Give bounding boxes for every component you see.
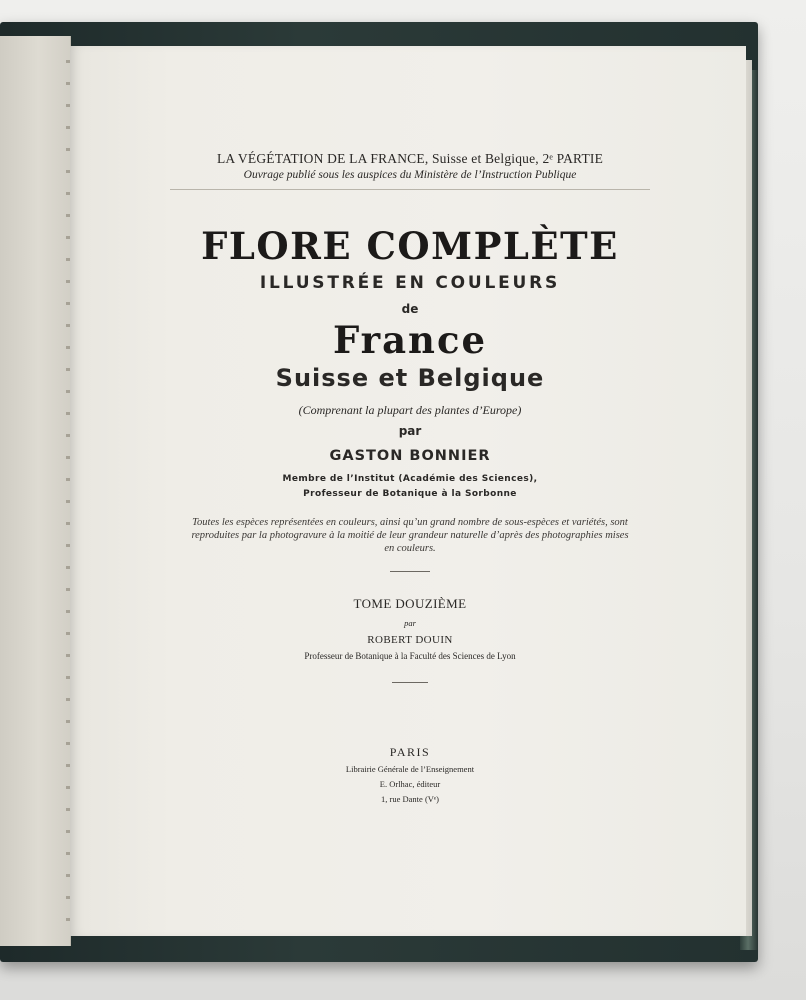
author-credential: Professeur de Botanique à la Sorbonne [303, 489, 517, 499]
title-page-text [120, 150, 700, 805]
publisher-city: PARIS [389, 745, 431, 759]
series-subline: Ouvrage publié sous les auspices du Ministère de l’Instruction Publique [243, 169, 577, 181]
publisher-line: 1, rue Dante (Vᵉ) [381, 794, 439, 804]
connector-par-small: par [404, 618, 416, 628]
countries-subtitle: Suisse et Belgique [275, 364, 545, 392]
co-author-name: ROBERT DOUIN [367, 634, 453, 646]
series-line: LA VÉGÉTATION DE LA FRANCE, Suisse et Belgique, 2ᵉ PARTIE [216, 151, 604, 166]
divider-rule [170, 189, 650, 190]
left-page [0, 36, 71, 946]
co-author-credential: Professeur de Botanique à la Faculté des Sciences de Lyon [304, 651, 516, 661]
connector-de: de [401, 302, 419, 316]
subtitle: ILLUSTRÉE EN COULEURS [259, 273, 561, 293]
parenthetical-note: (Comprenant la plupart des plantes d’Europe) [298, 403, 522, 417]
short-rule [390, 571, 430, 572]
main-title: FLORE COMPLÈTE [201, 224, 619, 268]
connector-par: par [398, 424, 422, 438]
author-name: GASTON BONNIER [329, 448, 491, 464]
publisher-line: Librairie Générale de l’Enseignement [345, 764, 475, 774]
tome-label: TOME DOUZIÈME [353, 596, 467, 611]
country-title: France [332, 318, 488, 362]
reproduction-notice: Toutes les espèces représentées en couleurs, ainsi qu’un grand nombre de sous-espèces et variétés, sont reproduites par la photogravure à la moitié de leur grandeur naturelle d’après des photographies mises en couleurs. [191, 517, 629, 554]
short-rule [392, 682, 428, 683]
publisher-line: E. Orlhac, éditeur [379, 779, 441, 789]
author-credential: Membre de l’Institut (Académie des Sciences), [282, 474, 538, 484]
